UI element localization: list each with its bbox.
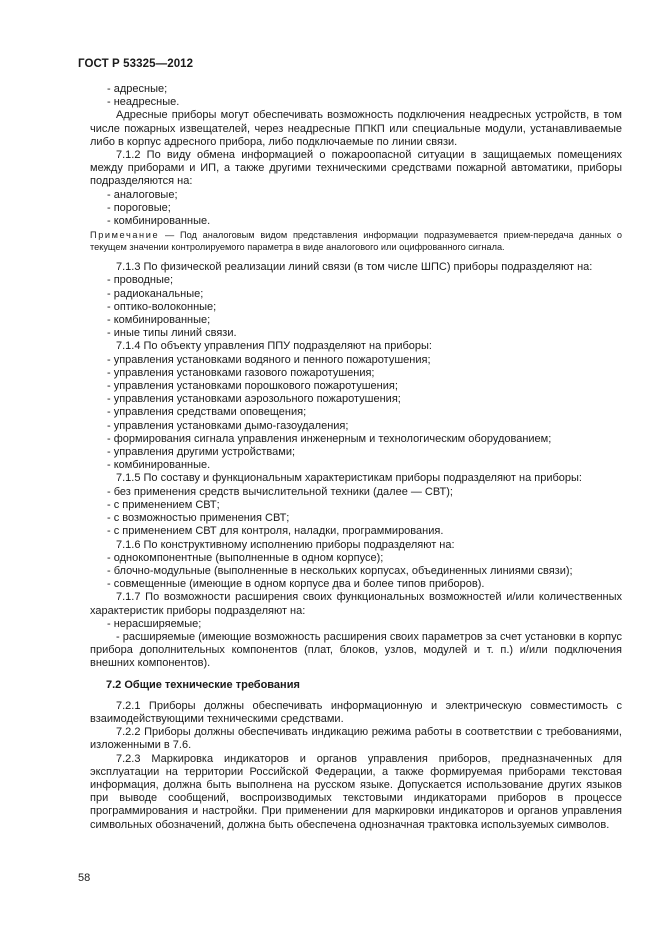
page-number: 58	[78, 872, 91, 884]
list-item: - комбинированные.	[107, 459, 211, 472]
list-item: - управления установками порошкового пожаротушения;	[107, 380, 398, 393]
list-item: - расширяемые (имеющие возможность расширения своих параметров за счет установки в корпус прибора дополнительных компонентов (плат, блоков, узлов, модулей и т. п.) и/или подключения внешних компонентов).	[90, 630, 622, 670]
list-item: - аналоговые;	[107, 188, 178, 201]
document-body	[90, 83, 622, 832]
list-item: - неадресные.	[107, 96, 180, 109]
note-text: — Под аналоговым видом представления информации подразумевается прием-передача данных о текущем значении контролируемого параметра в виде аналогового или оцифрованного сигнала.	[90, 230, 622, 252]
list-item: - блочно-модульные (выполненные в нескольких корпусах, объединенных линиями связи);	[107, 564, 573, 577]
list-item: - совмещенные (имеющие в одном корпусе два и более типов приборов).	[107, 578, 485, 591]
note-label: Примечание	[90, 230, 160, 241]
paragraph: 7.1.5 По составу и функциональным характеристикам приборы подразделяют на приборы:	[116, 472, 582, 485]
list-item: - пороговые;	[107, 201, 171, 214]
list-item: - радиоканальные;	[107, 287, 204, 300]
list-item: - управления другими устройствами;	[107, 446, 296, 459]
list-item: - управления средствами оповещения;	[107, 406, 307, 419]
paragraph: Адресные приборы могут обеспечивать возможность подключения неадресных устройств, в том числе пожарных извещателей, через неадресные ППКП или специальные модули, устанавливаемые либо в корпус адресного прибора, либо подключаемые по линии связи.	[90, 109, 622, 148]
document-header: ГОСТ Р 53325—2012	[78, 58, 194, 70]
list-item: - однокомпонентные (выполненные в одном корпусе);	[107, 551, 384, 564]
list-item: - управления установками дымо-газоудаления;	[107, 419, 349, 432]
paragraph: 7.2.2 Приборы должны обеспечивать индикацию режима работы в соответствии с требованиями, изложенными в 7.6.	[90, 726, 622, 752]
list-item: - проводные;	[107, 274, 174, 287]
section-heading: 7.2 Общие технические требования	[106, 678, 300, 691]
paragraph: 7.1.6 По конструктивному исполнению приборы подразделяют на:	[116, 538, 455, 551]
list-item: - нерасширяемые;	[107, 617, 202, 630]
list-item: - адресные;	[107, 83, 168, 95]
list-item: - без применения средств вычислительной техники (далее — СВТ);	[107, 485, 453, 498]
paragraph: 7.1.2 По виду обмена информацией о пожароопасной ситуации в защищаемых помещениях между приборами и ИП, а также другими техническими средствами пожарной автоматики, приборы подразделяются на:	[90, 149, 622, 188]
paragraph: 7.1.4 По объекту управления ППУ подразделяют на приборы:	[116, 340, 432, 353]
list-item: - иные типы линий связи.	[107, 327, 237, 340]
list-item: - комбинированные.	[107, 215, 211, 228]
paragraph: 7.1.7 По возможности расширения своих функциональных возможностей и/или количественных характеристик приборы подразделяют на:	[90, 591, 622, 617]
paragraph: 7.1.3 По физической реализации линий связи (в том числе ШПС) приборы подразделяют на:	[116, 261, 593, 274]
list-item: - формирования сигнала управления инженерным и технологическим оборудованием;	[107, 432, 552, 445]
paragraph: 7.2.1 Приборы должны обеспечивать информационную и электрическую совместимость с взаимодействующими техническими средствами.	[90, 699, 622, 725]
list-item: - с применением СВТ для контроля, наладки, программирования.	[107, 525, 444, 538]
list-item: - управления установками водяного и пенного пожаротушения;	[107, 353, 431, 366]
list-item: - управления установками газового пожаротушения;	[107, 366, 375, 379]
list-item: - управления установками аэрозольного пожаротушения;	[107, 393, 401, 406]
note-paragraph	[90, 230, 622, 253]
list-item: - комбинированные;	[107, 314, 211, 327]
list-item: - с возможностью применения СВТ;	[107, 512, 290, 525]
list-item: - оптико-волоконные;	[107, 300, 217, 313]
paragraph: 7.2.3 Маркировка индикаторов и органов управления приборов, предназначенных для эксплуатации на территории Российской Федерации, а также формируемая приборами текстовая информация, должна быть выполнена на русском языке. Допускается использование других языков при выводе сообщений, воспроизводимых текстовыми индикаторами приборов в процессе программирования и настройки. При применении для маркировки индикаторов и органов управления символьных обозначений, должна быть обеспечена однозначная трактовка используемых символов.	[90, 752, 622, 831]
list-item: - с применением СВТ;	[107, 498, 220, 511]
